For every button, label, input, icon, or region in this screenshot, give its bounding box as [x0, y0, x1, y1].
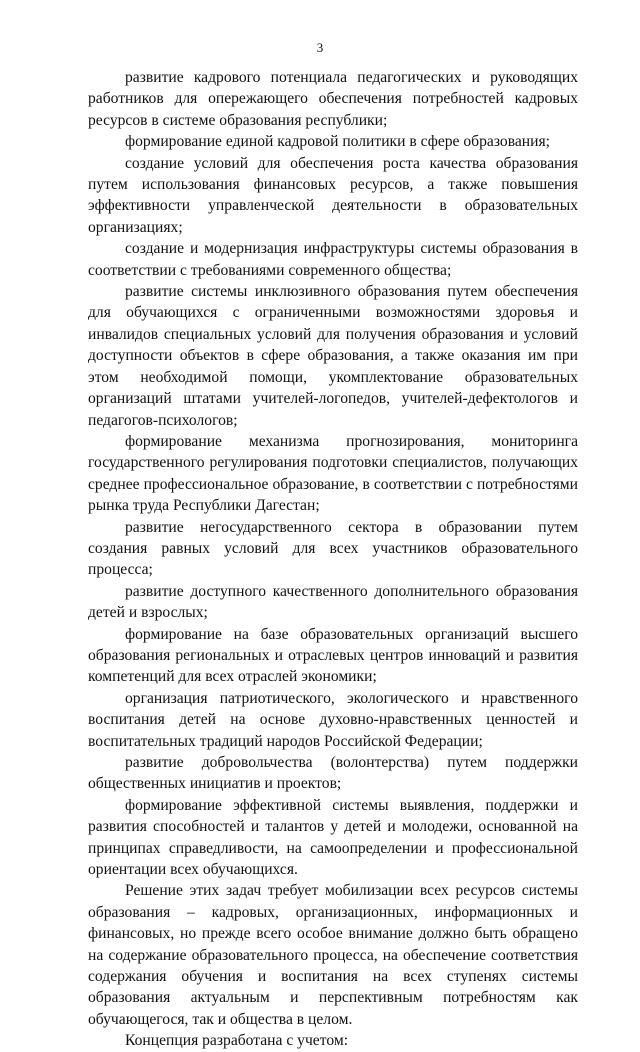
paragraph-2: формирование единой кадровой политики в сфере образования;: [125, 133, 550, 151]
paragraph-5: развитие системы инклюзивного образования путем обеспечения для обучающихся с ограниченными возможностями здоровья и инвалидов специальных условий для получения образования и условий доступности объектов в сфере образования, а также оказания им при этом необходимой помощи, укомплектование образовательных организаций штатами учителей-логопедов, учителей-дефектологов и педагогов-психологов;: [88, 283, 578, 429]
paragraph-14: Концепция разработана с учетом:: [125, 1032, 349, 1050]
paragraph-13: Решение этих задач требует мобилизации всех ресурсов системы образования – кадровых, организационных, информационных и финансовых, но прежде всего особое внимание должно быть обращено на содержание образовательного процесса, на обеспечение соответствия содержания обучения и воспитания на всех ступенях системы образования актуальным и перспективным потребностям как обучающегося, так и общества в целом.: [88, 882, 578, 1028]
paragraph-11: развитие добровольчества (волонтерства) путем поддержки общественных инициатив и проектов;: [88, 754, 578, 793]
paragraph-1: развитие кадрового потенциала педагогических и руководящих работников для опережающего обеспечения потребностей кадровых ресурсов в системе образования республики;: [88, 69, 578, 129]
paragraph-9: формирование на базе образовательных организаций высшего образования региональных и отраслевых центров инноваций и развития компетенций для всех отраслей экономики;: [88, 625, 578, 686]
paragraph-4: создание и модернизация инфраструктуры системы образования в соответствии с требованиями современного общества;: [88, 240, 578, 279]
paragraph-7: развитие негосударственного сектора в образовании путем создания равных условий для всех участников образовательного процесса;: [88, 518, 578, 579]
paragraph-8: развитие доступного качественного дополнительного образования детей и взрослых;: [88, 582, 578, 622]
paragraph-12: формирование эффективной системы выявления, поддержки и развития способностей и талантов у детей и молодежи, основанной на принципах справедливости, на самоопределении и профессиональной ориентации всех обучающихся.: [88, 796, 578, 879]
document-body: [88, 67, 578, 1052]
paragraph-10: организация патриотического, экологического и нравственного воспитания детей на основе духовно-нравственных ценностей и воспитательных традиций народов Российской Федерации;: [88, 689, 578, 750]
paragraph-6: формирование механизма прогнозирования, мониторинга государственного регулирования подготовки специалистов, получающих среднее профессиональное образование, в соответствии с потребностями рынка труда Республики Дагестан;: [88, 432, 578, 515]
paragraph-3: создание условий для обеспечения роста качества образования путем использования финансовых ресурсов, а также повышения эффективности управленческой деятельности в образовательных организациях;: [88, 154, 578, 236]
page-number: 3: [316, 40, 324, 55]
